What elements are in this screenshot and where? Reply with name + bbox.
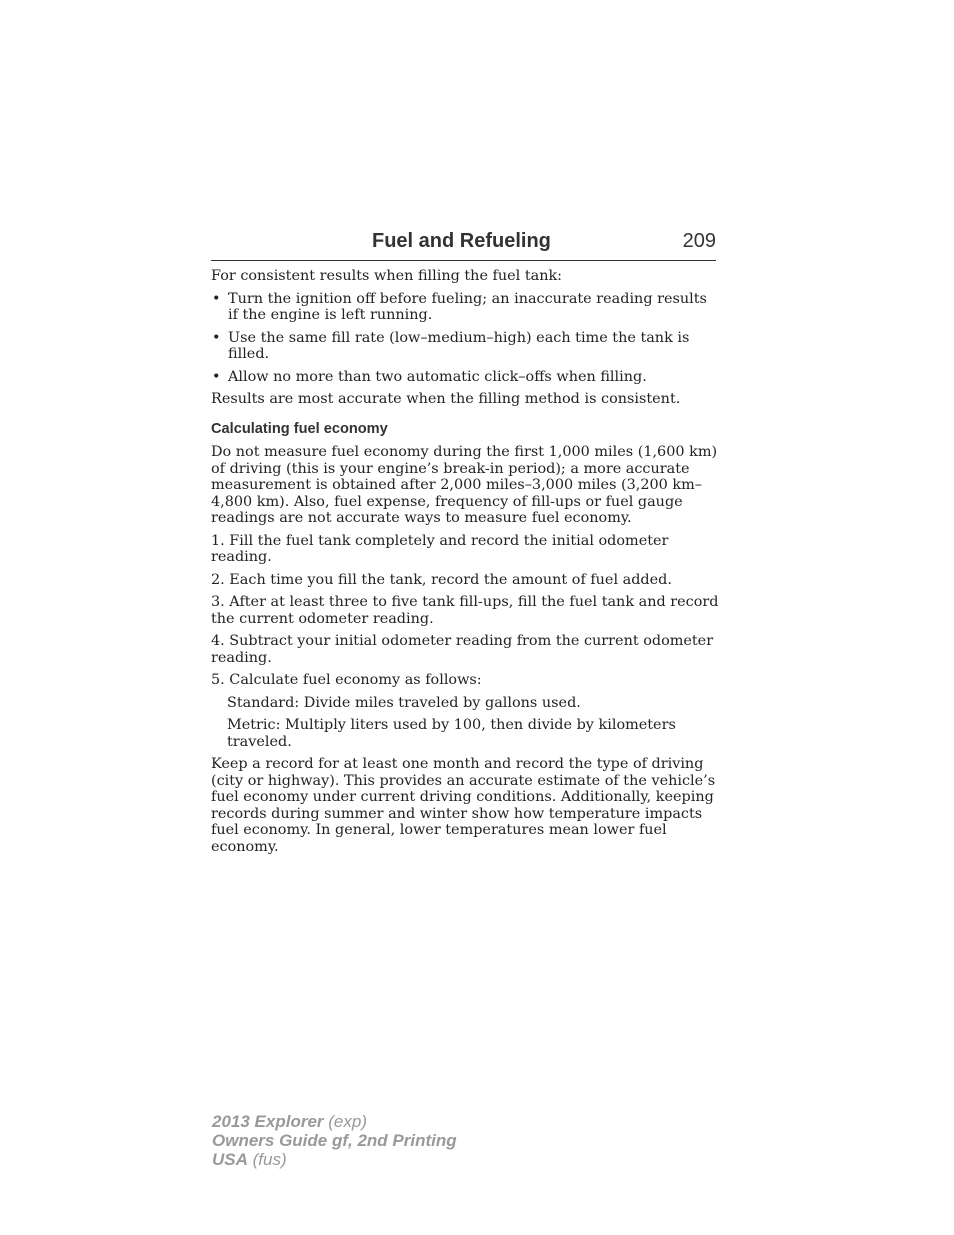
bullet-item — [211, 369, 719, 386]
paragraph: Keep a record for at least one month and record the type of driving (city or highway). This provides an accurate estimate of the vehicle’s fuel economy under current driving conditions. Additionally, keeping records during summer and winter show how temperature impacts fuel economy. In general, lower temperatures mean lower fuel economy. — [211, 756, 716, 855]
footer-code: (fus) — [252, 1150, 287, 1169]
page-number: 209 — [682, 230, 716, 252]
bullet-text: Use the same fill rate (low–medium–high) each time the tank is filled. — [228, 329, 690, 362]
footer-guide: Owners Guide gf, 2nd Printing — [212, 1131, 457, 1150]
bullet-text: Allow no more than two automatic click–offs when filling. — [228, 368, 647, 385]
step-item: 3. After at least three to five tank fill-ups, fill the fuel tank and record the current odometer reading. — [211, 594, 719, 627]
footer-market: USA — [212, 1150, 248, 1169]
intro-text: For consistent results when filling the fuel tank: — [211, 268, 563, 284]
step-item: 1. Fill the fuel tank completely and record the initial odometer reading. — [211, 532, 669, 565]
footer-code: (exp) — [328, 1112, 367, 1131]
bullet-icon: • — [212, 290, 221, 307]
step-item: 2. Each time you fill the tank, record the amount of fuel added. — [211, 571, 672, 588]
results-note: Results are most accurate when the filling method is consistent. — [211, 391, 681, 407]
footer-model: 2013 Explorer — [212, 1112, 324, 1131]
footer-line — [212, 1150, 457, 1169]
standard-formula: Standard: Divide miles traveled by gallons used. — [227, 694, 581, 711]
bullet-icon: • — [212, 329, 221, 346]
section-title: Fuel and Refueling — [372, 230, 551, 252]
bullet-item — [211, 291, 719, 324]
bullet-icon: • — [212, 368, 221, 385]
paragraph: Do not measure fuel economy during the first 1,000 miles (1,600 km) of driving (this is your engine’s break-in period); a more accurate measurement is obtained after 2,000 miles–3,000 miles (3,200 km–4,800 km). Also, fuel expense, frequency of fill-ups or fuel gauge readings are not accurate ways to measure fuel economy. — [211, 444, 718, 526]
step-item: 4. Subtract your initial odometer reading from the current odometer reading. — [211, 633, 714, 666]
page-footer — [212, 1112, 457, 1169]
footer-line — [212, 1112, 457, 1131]
subheading: Calculating fuel economy — [211, 420, 388, 437]
footer-line — [212, 1131, 457, 1150]
step-item: 5. Calculate fuel economy as follows: — [211, 672, 482, 688]
page-header — [211, 229, 716, 261]
page-content — [211, 268, 719, 861]
bullet-item — [211, 330, 719, 363]
bullet-text: Turn the ignition off before fueling; an inaccurate reading results if the engine is left running. — [228, 290, 707, 323]
metric-formula: Metric: Multiply liters used by 100, then divide by kilometers traveled. — [227, 717, 676, 750]
